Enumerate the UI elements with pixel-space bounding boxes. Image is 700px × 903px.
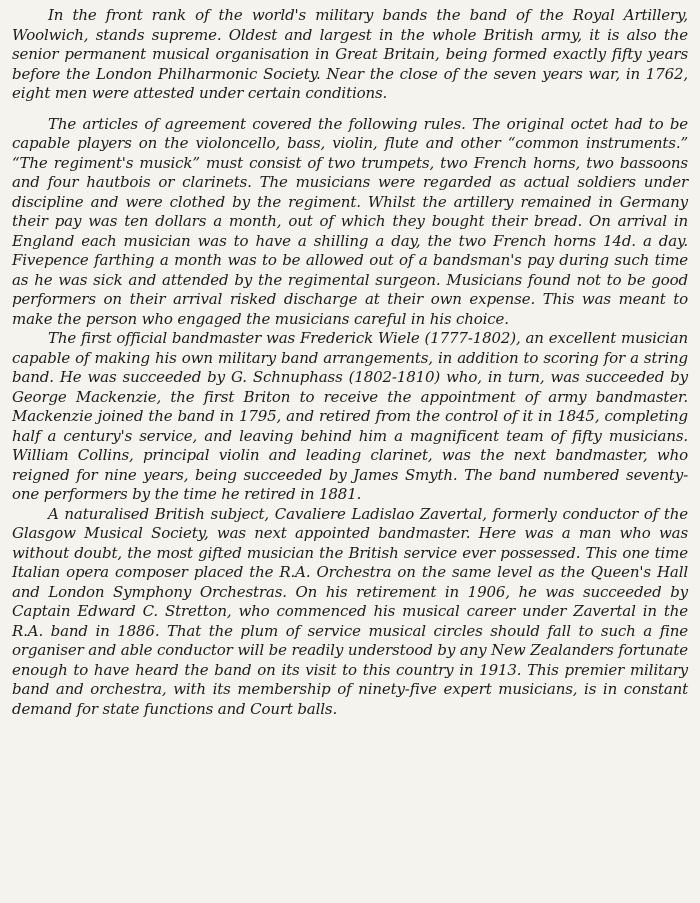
paragraph-royal-artillery-band: In the front rank of the world's military bands the band of the Royal Artillery, Woolwich, stands supreme. Oldest and largest in the whole British army, it is also the senior permanent musical organisation in Great Britain, being formed exactly fifty years before the London Philharmonic Society. Near the close of the seven years war, in 1762, eight men were attested under certain conditions. xyxy=(12,6,688,102)
paragraph-first-bandmasters: The first official bandmaster was Frederick Wiele (1777-1802), an excellent musician capable of making his own military band arrangements, in addition to scoring for a string band. He was succeeded by G. Schnuphass (1802-1810) who, in turn, was succeeded by George Mackenzie, the first Briton to receive the appointment of army bandmaster. Mackenzie joined the band in 1795, and retired from the control of it in 1845, completing half a century's service, and leaving behind him a magnificent team of fifty musicians. William Collins, principal violin and leading clarinet, was the next bandmaster, who reigned for nine years, being succeeded by James Smyth. The band numbered seventy-one performers by the time he retired in 1881. xyxy=(12,329,688,503)
paragraph-articles-of-agreement: The articles of agreement covered the following rules. The original octet had to be capable players on the violoncello, bass, violin, flute and other “common instruments.” “The regiment's musick” must consist of two trumpets, two French horns, two bassoons and four hautbois or clarinets. The musicians were regarded as actual soldiers under discipline and were clothed by the regiment. Whilst the artillery remained in Germany their pay was ten dollars a month, out of which they bought their bread. On arrival in England each musician was to have a shilling a day, the two French horns 14d. a day. Fivepence farthing a month was to be allowed out of a bandsman's pay during such time as he was sick and attended by the regimental surgeon. Musicians found not to be good performers on their arrival risked discharge at their own expense. This was meant to make the person who engaged the musicians careful in his choice. xyxy=(12,114,688,328)
paragraph-zavertal-and-stretton: A naturalised British subject, Cavaliere Ladislao Zavertal, formerly conductor of the Glasgow Musical Society, was next appointed bandmaster. Here was a man who was without doubt, the most gifted musician the British service ever possessed. This one time Italian opera composer placed the R.A. Orchestra on the same level as the Queen's Hall and London Symphony Orchestras. On his retirement in 1906, he was succeeded by Captain Edward C. Stretton, who commenced his musical career under Zavertal in the R.A. band in 1886. That the plum of service musical circles should fall to such a fine organiser and able conductor will be readily understood by any New Zealanders fortunate enough to have heard the band on its visit to this country in 1913. This premier military band and orchestra, with its membership of ninety-five expert musicians, is in constant demand for state functions and Court balls. xyxy=(12,504,688,718)
